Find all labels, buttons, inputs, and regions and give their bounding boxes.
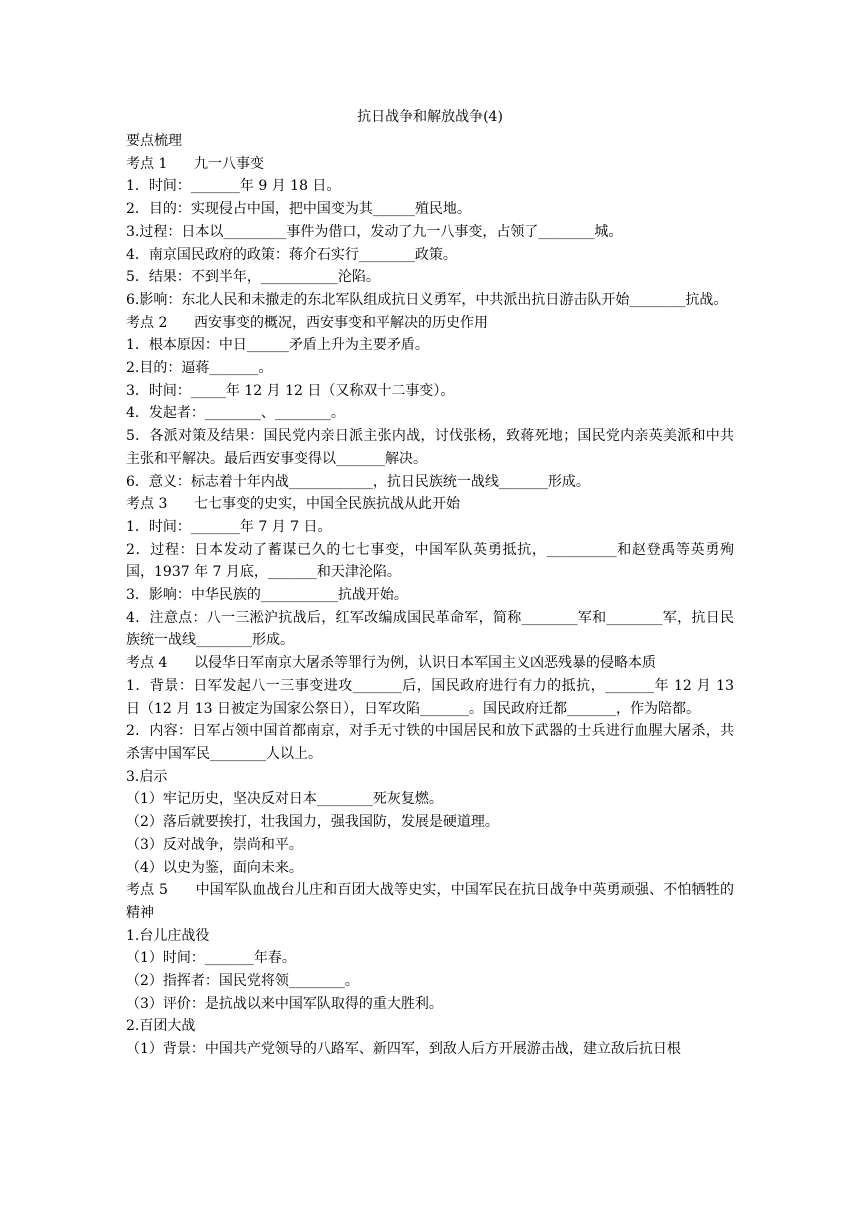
- list-item: （1）背景：中国共产党领导的八路军、新四军，到敌人后方开展游击战，建立敌后抗日根: [126, 1041, 681, 1058]
- question-line: 3．影响：中华民族的___________抗战开始。: [126, 587, 408, 604]
- subsection-heading: 3.启示: [126, 768, 168, 785]
- section-heading: 要点梳理: [126, 133, 182, 149]
- list-item: （1）时间：_______年春。: [126, 950, 296, 967]
- list-item: （2）落后就要挨打，壮我国力，强我国防，发展是硬道理。: [126, 814, 499, 831]
- question-line: 6.影响：东北人民和未撤走的东北军队组成抗日义勇军，中共派出抗日游击队开始________抗战。: [126, 291, 728, 308]
- question-line: 5．各派对策及结果：国民党内亲日派主张内战，讨伐张杨，致蒋死地；国民党内亲英美派和中共主张和平解决。最后西安事变得以_______解决。: [126, 428, 734, 467]
- topic-heading: 考点 4 以侵华日军南京大屠杀等罪行为例，认识日本军国主义凶恶残暴的侵略本质: [126, 655, 657, 672]
- document-title: 抗日战争和解放战争(4): [357, 109, 503, 125]
- question-line: 1．背景：日军发起八一三事变进攻_______后，国民政府进行有力的抵抗，_______年 12 月 13 日（12 月 13 日被定为国家公祭日），日军攻陷_______。国民政府迁都_______，作为陪都。: [126, 677, 739, 717]
- question-line: 4．南京国民政府的政策：蒋介石实行________政策。: [126, 246, 457, 263]
- topic-heading: 考点 3 七七事变的史实，中国全民族抗战从此开始: [126, 496, 461, 513]
- question-line: 6．意义：标志着十年内战____________，抗日民族统一战线_______形成。: [126, 473, 590, 490]
- question-line: 4．注意点：八一三淞沪抗战后，红军改编成国民革命军，简称________军和________军，抗日民族统一战线________形成。: [126, 609, 734, 649]
- question-line: 3．时间：_____年 12 月 12 日（又称双十二事变）。: [126, 382, 455, 399]
- question-line: 2.目的：逼蒋_______。: [126, 360, 273, 377]
- question-line: 2．内容：日军占领中国首都南京，对手无寸铁的中国居民和放下武器的士兵进行血腥大屠杀，共杀害中国军民________人以上。: [126, 723, 734, 762]
- list-item: （3）反对战争，崇尚和平。: [126, 836, 303, 853]
- topic-heading: 考点 1 九一八事变: [126, 155, 265, 172]
- question-line: 2．过程：日本发动了蓄谋已久的七七事变，中国军队英勇抵抗，__________和赵登禹等英勇殉国，1937 年 7 月底，_______和天津沦陷。: [126, 541, 734, 581]
- question-line: 5．结果：不到半年，___________沦陷。: [126, 269, 380, 286]
- list-item: （1）牢记历史，坚决反对日本________死灰复燃。: [126, 791, 443, 808]
- question-line: 2．目的：实现侵占中国，把中国变为其______殖民地。: [126, 201, 471, 218]
- topic-heading: 考点 5 中国军队血战台儿庄和百团大战等史实，中国军民在抗日战争中英勇顽强、不怕牺牲的精神: [126, 882, 734, 921]
- list-item: （3）评价：是抗战以来中国军队取得的重大胜利。: [126, 995, 443, 1012]
- document-body: [126, 130, 739, 1061]
- list-item: （4）以史为鉴，面向未来。: [126, 859, 303, 876]
- question-line: 3.过程：日本以_________事件为借口，发动了九一八事变，占领了________城。: [126, 223, 623, 240]
- subsection-heading: 2.百团大战: [126, 1018, 196, 1035]
- question-line: 1．时间：_______年 7 月 7 日。: [126, 518, 332, 535]
- question-line: 1．根本原因：中日______矛盾上升为主要矛盾。: [126, 337, 429, 354]
- topic-heading: 考点 2 西安事变的概况，西安事变和平解决的历史作用: [126, 314, 489, 331]
- question-line: 4．发起者：________、________。: [126, 405, 345, 422]
- question-line: 1．时间：_______年 9 月 18 日。: [126, 178, 341, 195]
- list-item: （2）指挥者：国民党将领________。: [126, 973, 359, 990]
- subsection-heading: 1.台儿庄战役: [126, 927, 210, 944]
